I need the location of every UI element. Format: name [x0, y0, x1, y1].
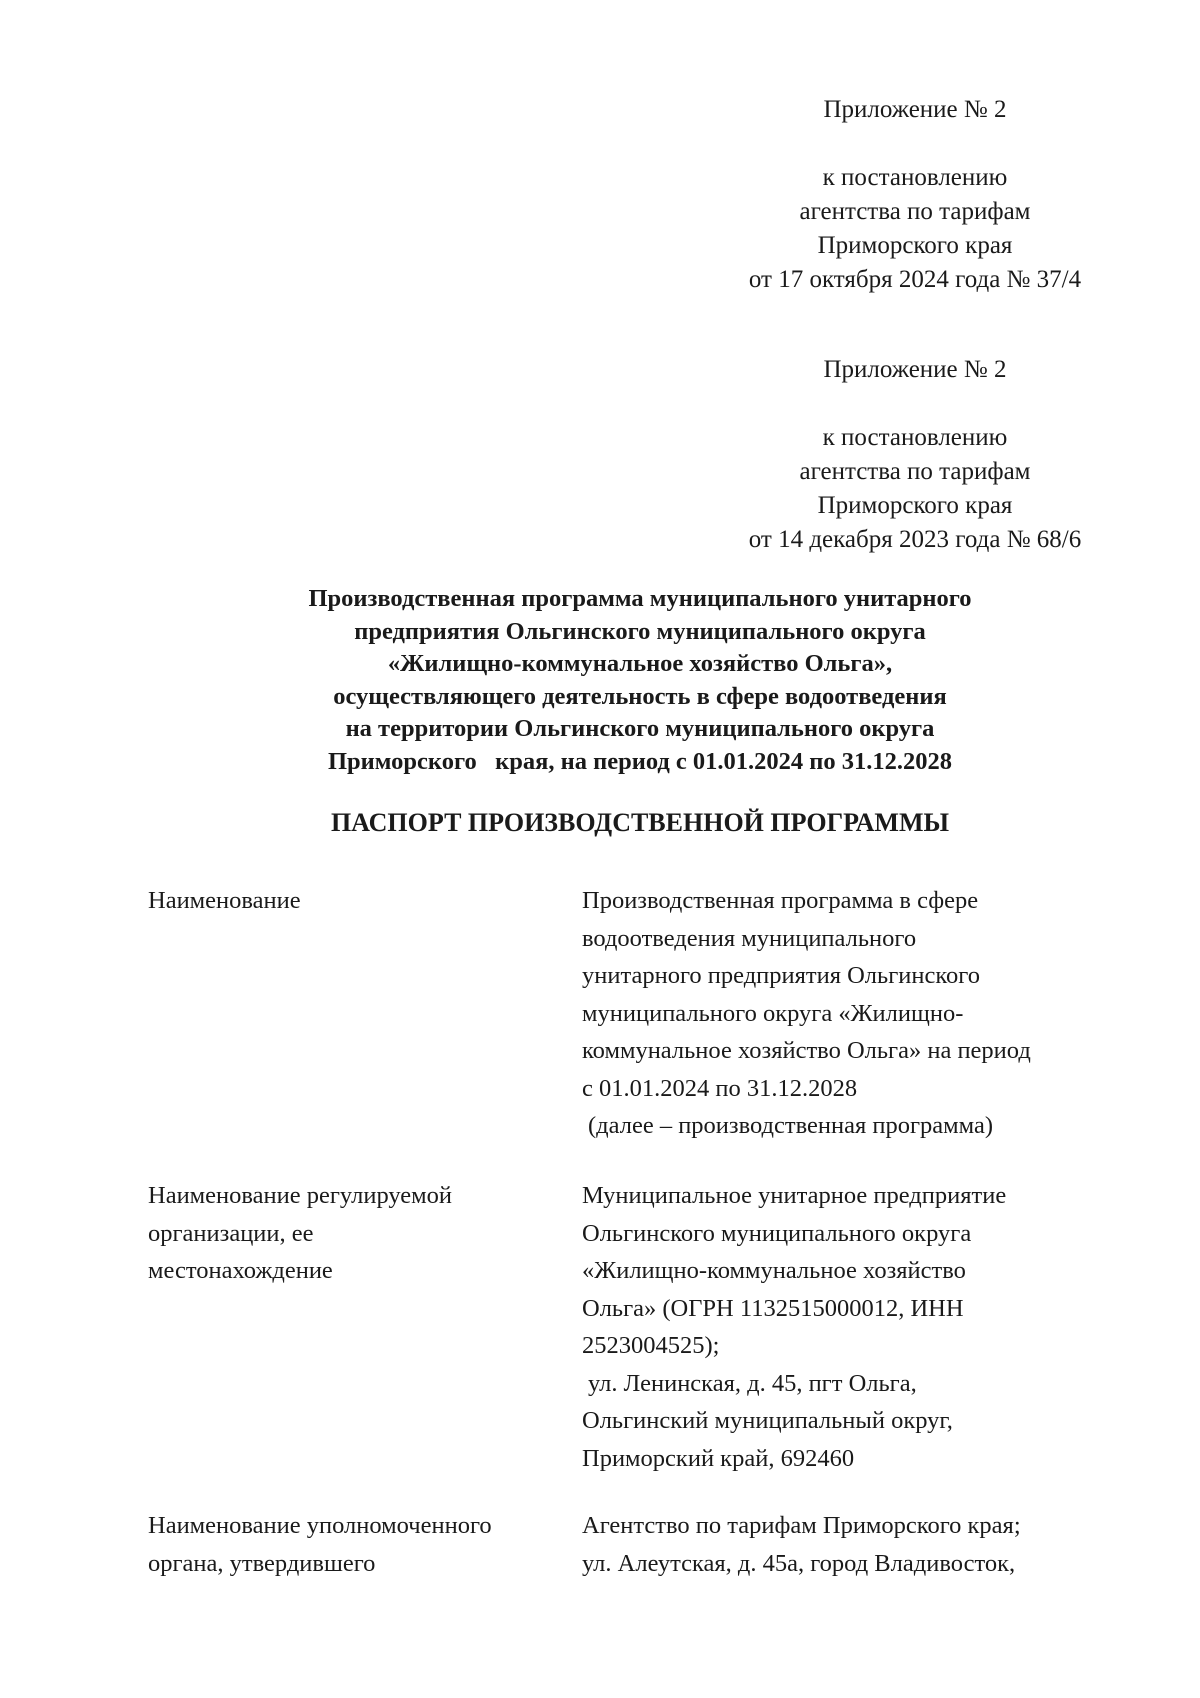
appendix-line: Приморского края: [817, 232, 1013, 259]
row-value-line: Приморский край, 692460: [582, 1444, 855, 1472]
appendix-line: к постановлению: [822, 164, 1008, 191]
row-value-line: унитарного предприятия Ольгинского: [582, 962, 980, 989]
row-value-line: коммунальное хозяйство Ольга» на период: [582, 1037, 1031, 1064]
row-label: [148, 1177, 558, 1290]
row-value-line: Производственная программа в сфере: [582, 887, 979, 914]
row-value-line: муниципального округа «Жилищно-: [582, 999, 964, 1027]
row-value-line: 2523004525);: [582, 1332, 720, 1359]
appendix-block-2: [700, 353, 1130, 557]
document-title: [255, 583, 1025, 778]
row-value: [582, 1507, 1142, 1582]
title-line: Производственная программа муниципального унитарного: [308, 585, 972, 612]
row-value-line: Агентство по тарифам Приморского края;: [582, 1512, 1021, 1539]
title-line: на территории Ольгинского муниципального округа: [345, 715, 935, 742]
appendix-label: Приложение № 2: [823, 96, 1007, 123]
row-value-line: с 01.01.2024 по 31.12.2028: [582, 1074, 858, 1102]
appendix-label: Приложение № 2: [823, 356, 1007, 383]
row-value: [582, 882, 1142, 1145]
appendix-line: Приморского края: [817, 492, 1013, 519]
row-value-line: Ольга» (ОГРН 1132515000012, ИНН: [582, 1294, 964, 1322]
row-value-line: «Жилищно-коммунальное хозяйство: [582, 1257, 966, 1284]
appendix-decree-date: от 14 декабря 2023 года № 68/6: [748, 526, 1082, 553]
passport-heading: ПАСПОРТ ПРОИЗВОДСТВЕННОЙ ПРОГРАММЫ: [330, 808, 950, 837]
row-label-line: организации, ее: [148, 1219, 314, 1247]
appendix-block-1: [700, 93, 1130, 297]
row-label-line: Наименование: [148, 887, 301, 914]
row-label-line: Наименование регулируемой: [148, 1182, 453, 1209]
row-value-line: Муниципальное унитарное предприятие: [582, 1182, 1007, 1209]
row-value-line: ул. Алеутская, д. 45а, город Владивосток,: [582, 1549, 1016, 1577]
row-value: [582, 1177, 1142, 1477]
row-label: [148, 882, 558, 920]
row-value-line: водоотведения муниципального: [582, 924, 917, 952]
appendix-line: к постановлению: [822, 424, 1008, 451]
row-value-line: Ольгинский муниципальный округ,: [582, 1407, 953, 1434]
row-label-line: местонахождение: [148, 1257, 333, 1284]
row-label-line: органа, утвердившего: [148, 1549, 376, 1577]
appendix-decree-date: от 17 октября 2024 года № 37/4: [748, 266, 1082, 293]
row-label-line: Наименование уполномоченного: [148, 1512, 492, 1539]
title-line: Приморского края, на период с 01.01.2024 по 31.12.2028: [328, 747, 952, 775]
title-line: осуществляющего деятельность в сфере водоотведения: [333, 682, 947, 710]
row-value-line: ул. Ленинская, д. 45, пгт Ольга,: [588, 1369, 917, 1397]
row-value-line: Ольгинского муниципального округа: [582, 1219, 972, 1247]
row-label: [148, 1507, 558, 1582]
title-line: предприятия Ольгинского муниципального округа: [354, 617, 926, 645]
appendix-line: агентства по тарифам: [799, 198, 1031, 225]
row-value-line: (далее – производственная программа): [588, 1112, 994, 1139]
appendix-line: агентства по тарифам: [799, 458, 1031, 485]
title-line: «Жилищно-коммунальное хозяйство Ольга»,: [387, 650, 893, 677]
